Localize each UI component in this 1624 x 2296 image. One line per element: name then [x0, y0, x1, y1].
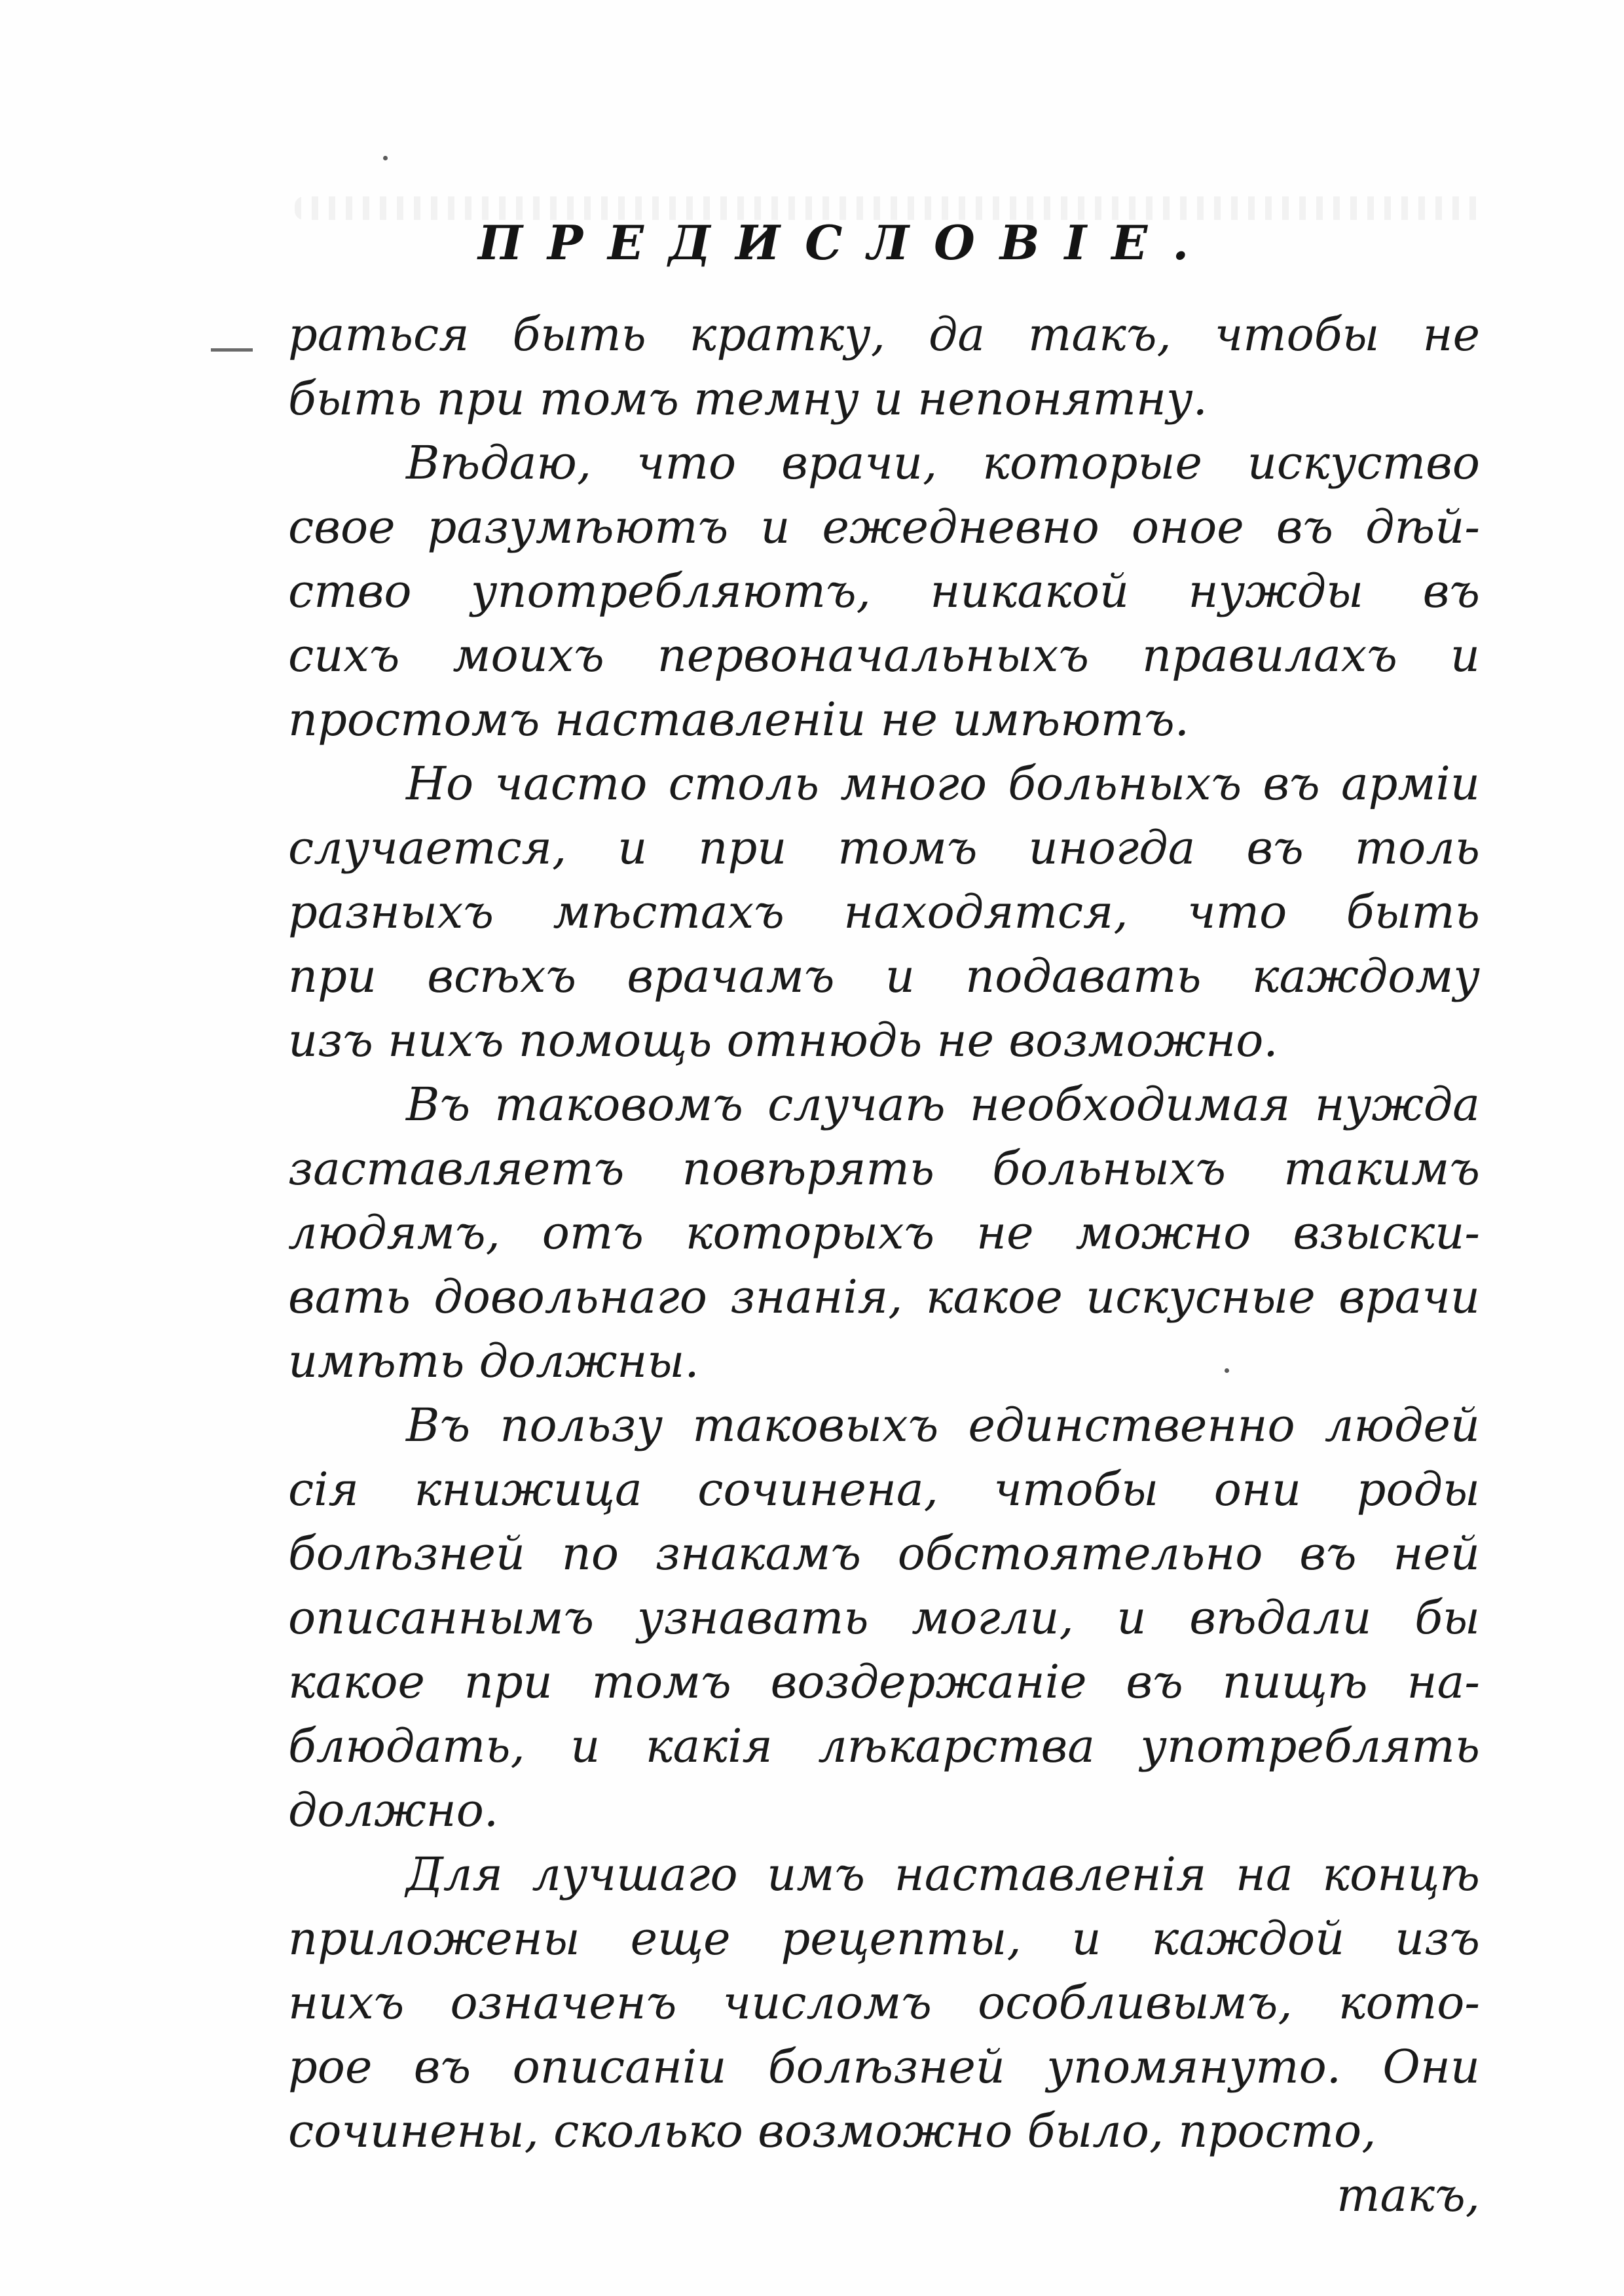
body-text — [288, 302, 1480, 2227]
text-line: раться быть кратку, да такъ, чтобы не — [288, 308, 1480, 361]
text-line: вать довольнаго знанія, какое искусные врачи — [288, 1270, 1480, 1324]
paragraph — [288, 1393, 1480, 1842]
text-line: имѣть должны. — [288, 1334, 699, 1388]
catchword: такъ, — [1337, 2168, 1480, 2222]
text-line: людямъ, отъ которыхъ не можно взыски- — [288, 1206, 1480, 1260]
text-line: Въ таковомъ случаѣ необходимая нужда — [406, 1078, 1480, 1131]
text-line: Для лучшаго имъ наставленія на концѣ — [406, 1848, 1480, 1901]
text-line: заставляетъ повѣрять больныхъ такимъ — [288, 1142, 1480, 1195]
text-line: свое разумѣютъ и ежедневно оное въ дѣй- — [288, 500, 1480, 554]
text-line: Но часто столь много больныхъ въ арміи — [406, 757, 1480, 811]
text-line: сочинены, сколько возможно было, просто, — [288, 2104, 1376, 2158]
text-line: сихъ моихъ первоначальныхъ правилахъ и — [288, 629, 1480, 682]
text-line: сія книжица сочинена, чтобы они роды — [288, 1463, 1480, 1516]
paragraph — [288, 431, 1480, 752]
text-line: изъ нихъ помощь отнюдь не возможно. — [288, 1013, 1278, 1067]
margin-dash-mark — [211, 348, 253, 352]
speck-mark — [383, 156, 388, 160]
text-line: болѣзней по знакамъ обстоятельно въ ней — [288, 1527, 1480, 1580]
text-line: быть при томъ темну и непонятну. — [288, 372, 1208, 426]
paragraph — [288, 302, 1480, 431]
text-line: при всѣхъ врачамъ и подавать каждому — [288, 949, 1480, 1003]
text-line: какое при томъ воздержаніе въ пищѣ на- — [288, 1655, 1480, 1709]
page-heading: ПРЕДИСЛОВІЕ. — [478, 215, 1214, 270]
text-line: рое въ описаніи болѣзней упомянуто. Они — [288, 2040, 1480, 2094]
text-line: ство употребляютъ, никакой нужды въ — [288, 564, 1480, 618]
text-line: нихъ означенъ числомъ особливымъ, кото- — [288, 1976, 1480, 2030]
text-line: разныхъ мѣстахъ находятся, что быть — [288, 885, 1480, 939]
text-line: случается, и при томъ иногда въ толь — [288, 821, 1480, 875]
paragraph — [288, 752, 1480, 1072]
text-line: описаннымъ узнавать могли, и вѣдали бы — [288, 1591, 1480, 1645]
text-line: простомъ наставленіи не имѣютъ. — [288, 693, 1190, 746]
text-line: приложены еще рецепты, и каждой изъ — [288, 1912, 1480, 1965]
text-line: Въ пользу таковыхъ единственно людей — [406, 1398, 1480, 1452]
paragraph — [288, 1842, 1480, 2163]
text-line: Вѣдаю, что врачи, которые искуство — [406, 436, 1480, 490]
text-line: блюдать, и какія лѣкарства употреблять — [288, 1719, 1480, 1773]
text-line: должно. — [288, 1783, 499, 1837]
paragraph — [288, 1072, 1480, 1393]
